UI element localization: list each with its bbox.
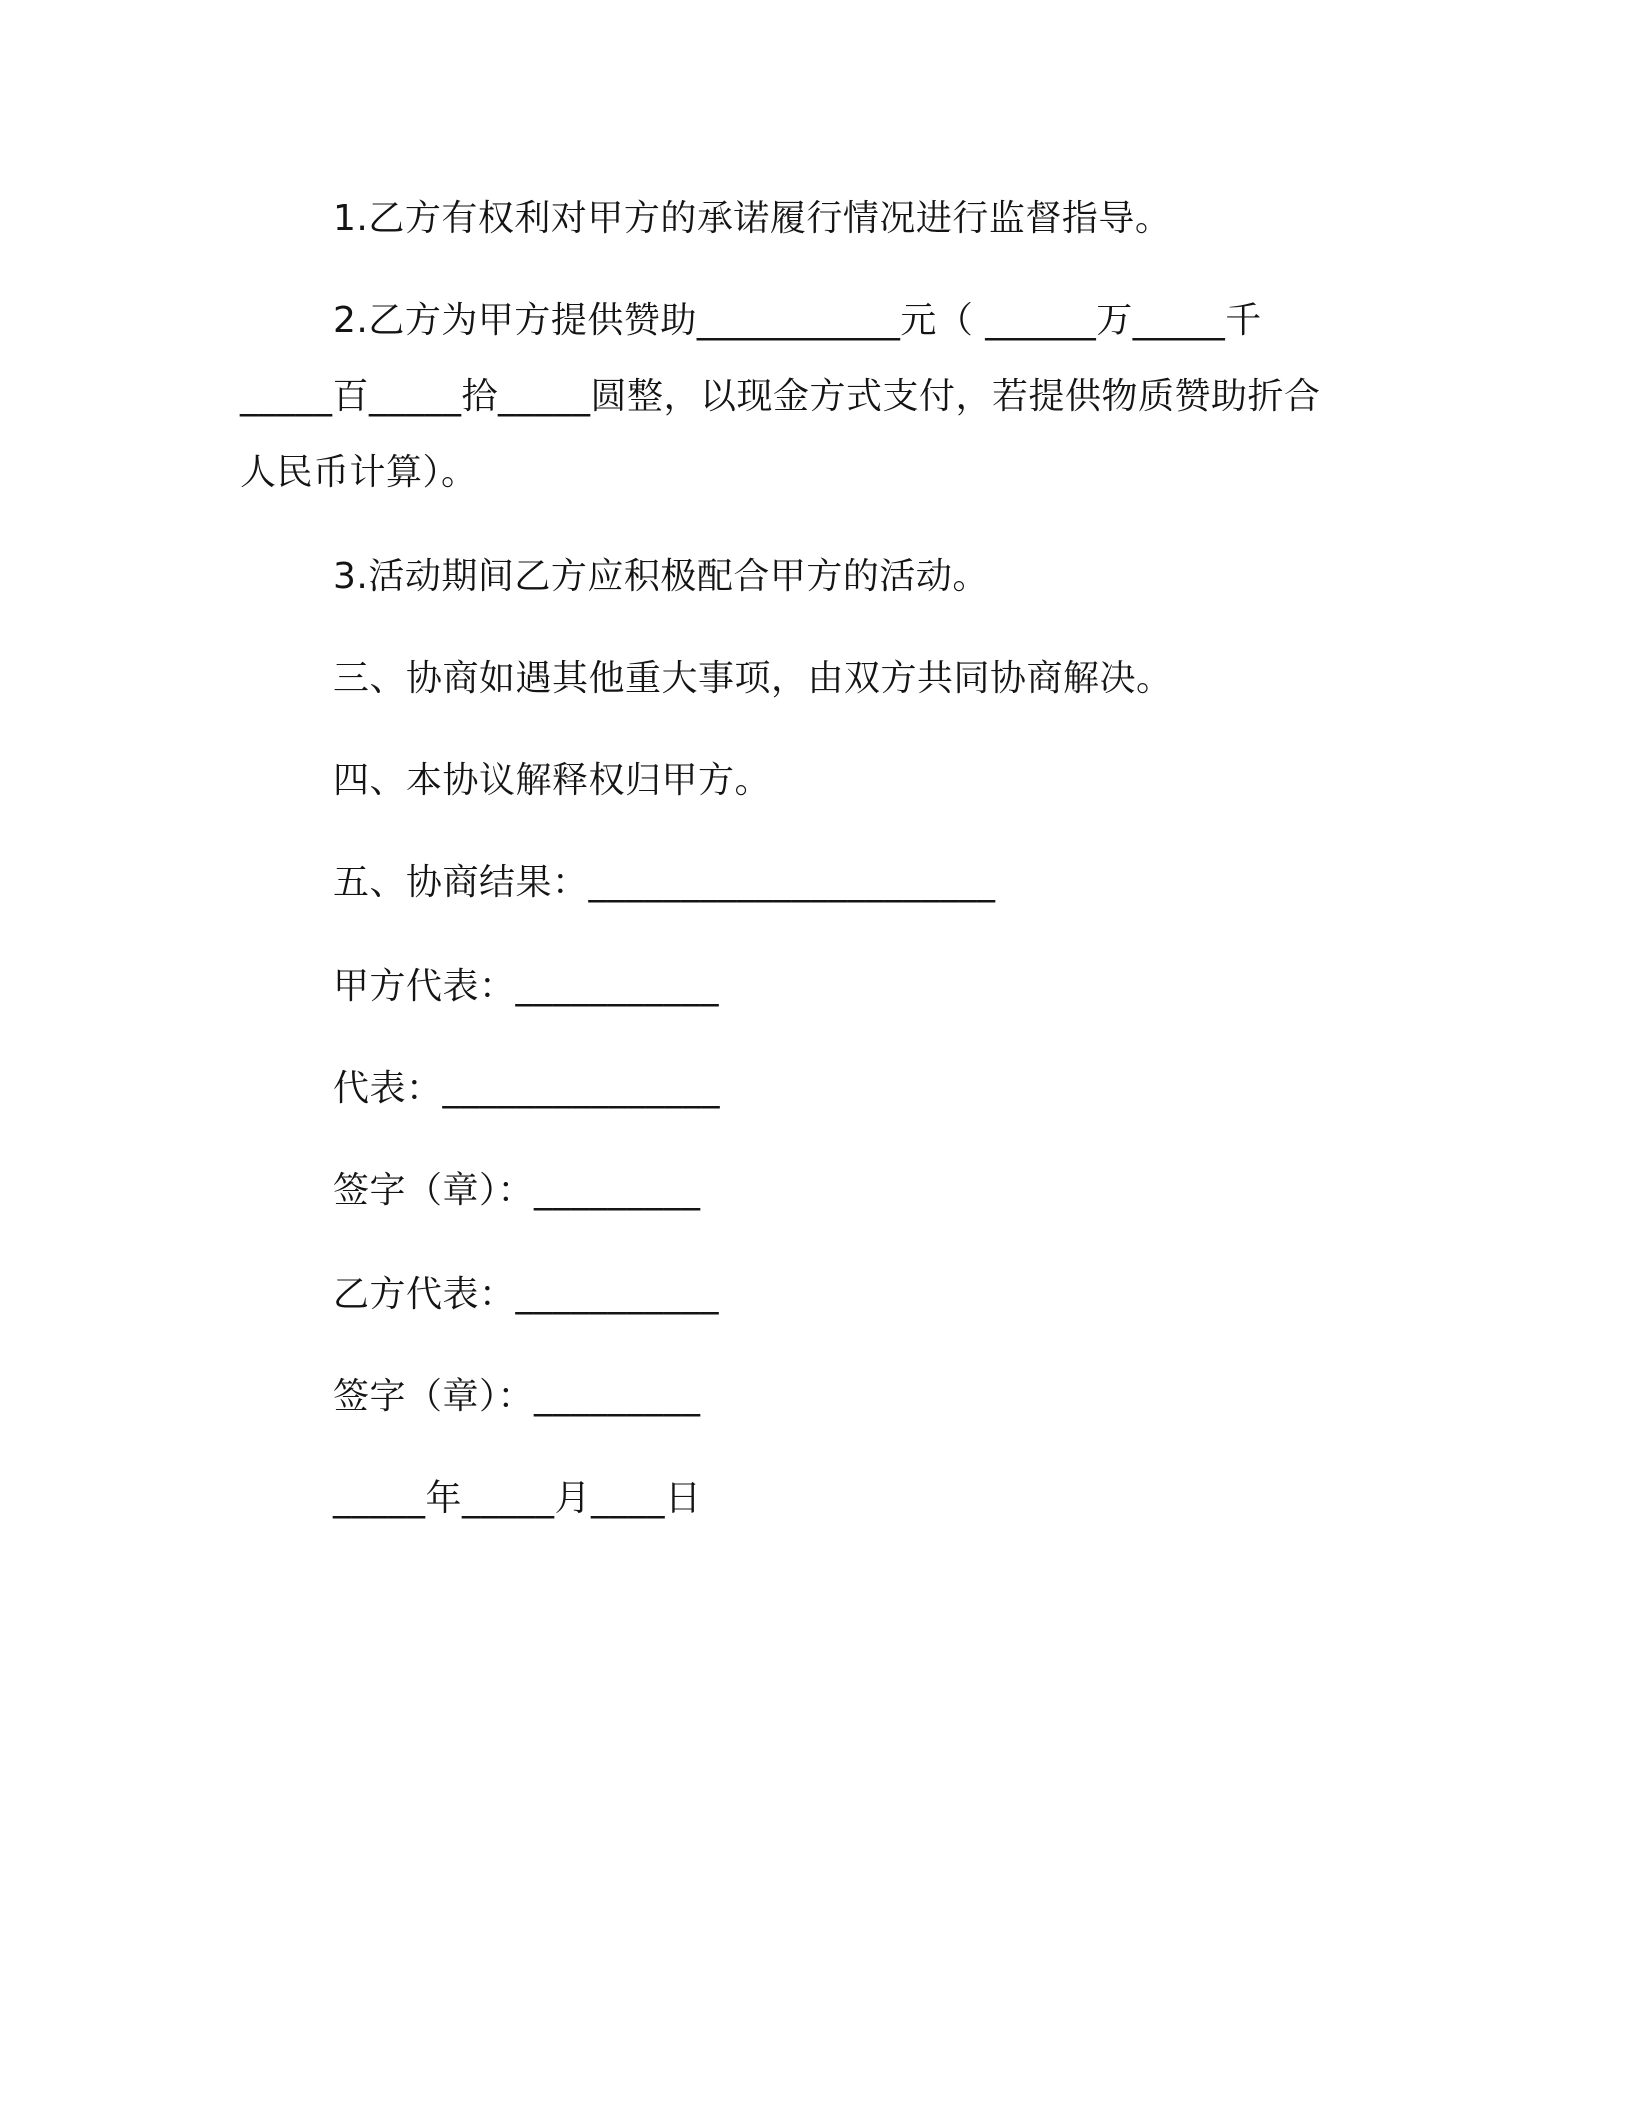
party-b-representative: 乙方代表：___________ [333, 1274, 720, 1315]
clause-1: 1.乙方有权利对甲方的承诺履行情况进行监督指导。 [333, 198, 1172, 239]
clause-2-line-3: 人民币计算）。 [240, 452, 478, 493]
clause-2-line-2: _____百_____拾_____圆整，以现金方式支付，若提供物质赞助折合 [240, 376, 1321, 417]
section-3: 三、协商如遇其他重大事项，由双方共同协商解决。 [333, 658, 1173, 699]
date-line: _____年_____月____日 [333, 1478, 702, 1519]
party-a-representative: 甲方代表：___________ [333, 966, 720, 1007]
clause-3: 3.活动期间乙方应积极配合甲方的活动。 [333, 556, 989, 597]
section-4: 四、本协议解释权归甲方。 [333, 760, 772, 801]
section-5: 五、协商结果：______________________ [333, 862, 996, 903]
representative: 代表：_______________ [333, 1068, 721, 1109]
signature-seal-2: 签字（章）：_________ [333, 1376, 701, 1417]
clause-2-line-1: 2.乙方为甲方提供赞助___________元（ ______万_____千 [333, 300, 1262, 341]
signature-seal-1: 签字（章）：_________ [333, 1170, 701, 1211]
